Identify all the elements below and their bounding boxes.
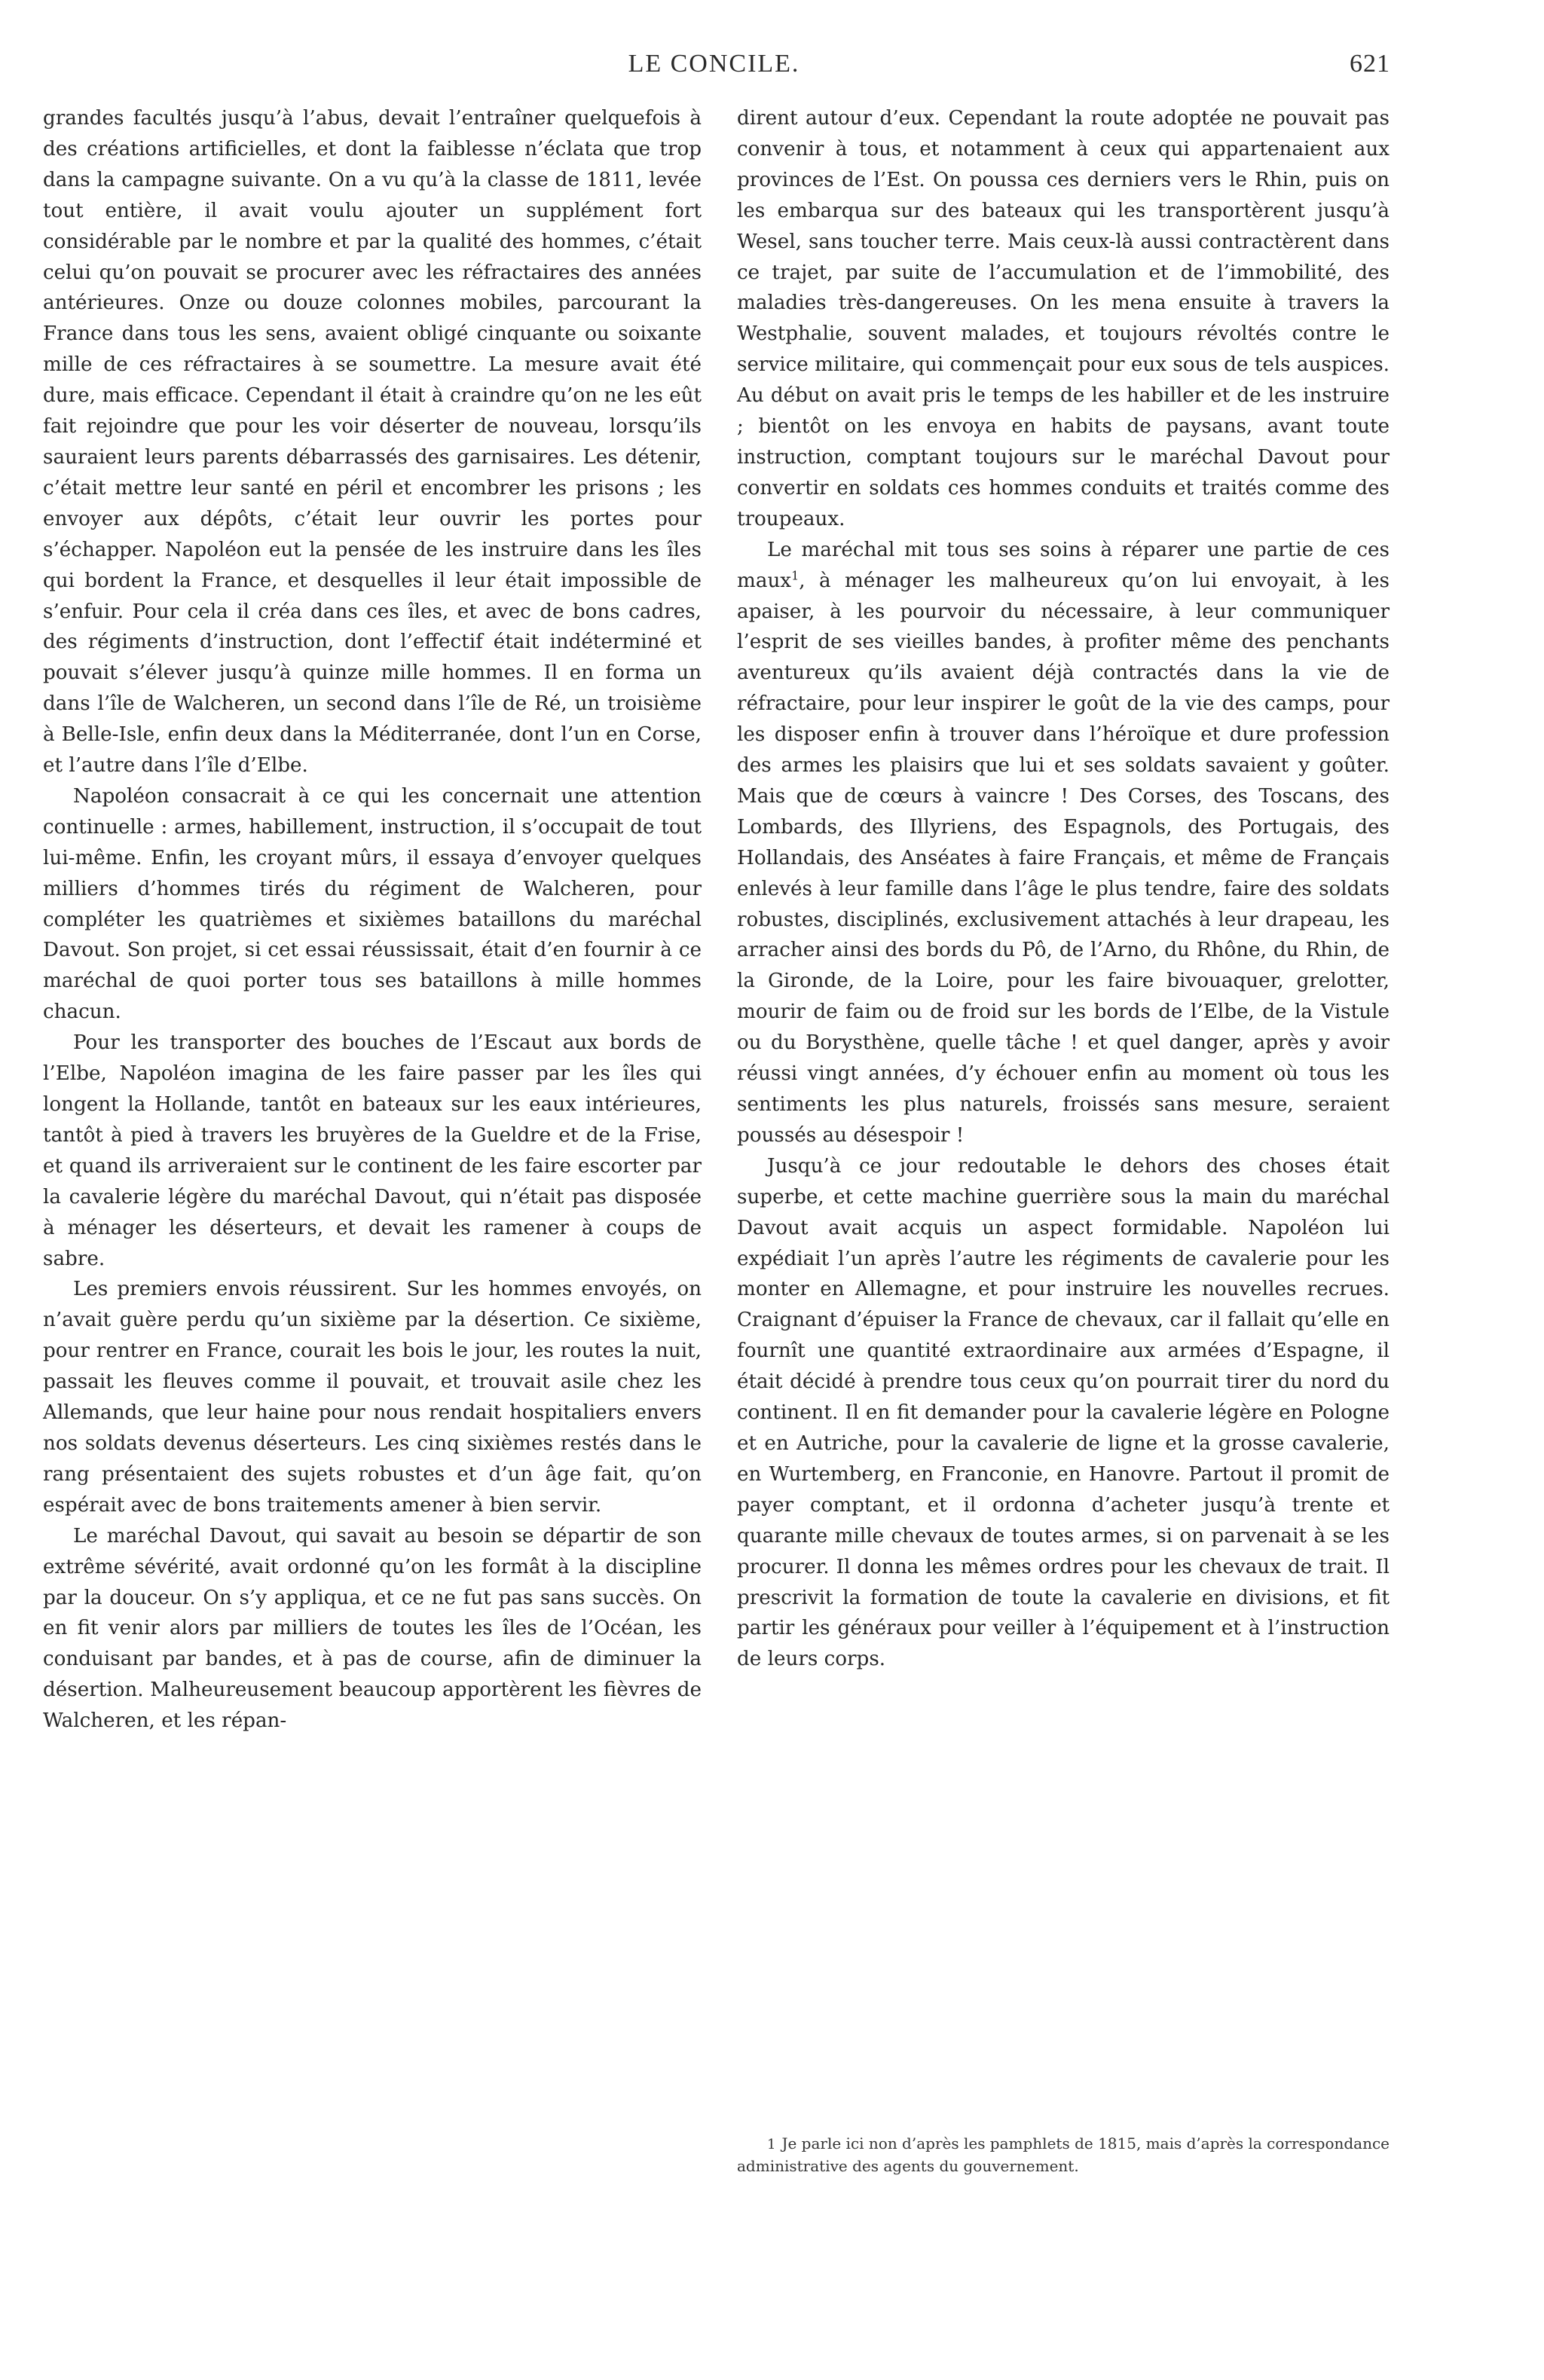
footnote-reference[interactable]: 1	[791, 567, 800, 582]
page-number: 621	[1350, 50, 1390, 78]
paragraph: Jusqu’à ce jour redoutable le dehors des choses était superbe, et cette machine guerrière sous la main du maréchal Davout avait acquis un aspect formidable. Napoléon lui expédiait l’un après l’autre les régiments de cavalerie pour les monter en Allemagne, et pour instruire les nouvelles recrues. Craignant d’épuiser la France de chevaux, car il fallait qu’elle en fournît une quantité extraordinaire aux armées d’Espagne, il était décidé à prendre tous ceux qu’on pourrait tirer du nord du continent. Il en fit demander pour la cavalerie légère en Pologne et en Autriche, pour la cavalerie de ligne et la grosse cavalerie, en Wurtemberg, en Franconie, en Hanovre. Partout il promit de payer comptant, et il ordonna d’acheter jusqu’à trente et quarante mille chevaux de toutes armes, si on parvenait à se les procurer. Il donna les mêmes ordres pour les chevaux de trait. Il prescrivit la formation de toute la cavalerie en divisions, et fit partir les généraux pour veiller à l’équipement et à l’instruction de leurs corps.	[737, 1154, 1390, 1671]
paragraph-text: , à ménager les malheureux qu’on lui envoyait, à les apaiser, à les pourvoir du nécessaire, à leur communiquer l’esprit de ses vieilles bandes, à profiter même des penchants aventureux qu’ils avaient déjà contractés dans la vie de réfractaire, pour leur inspirer le goût de la vie des camps, pour les disposer enfin à trouver dans l’héroïque et dure profession des armes les plaisirs que lui et ses soldats savaient y goûter. Mais que de cœurs à vaincre ! Des Corses, des Toscans, des Lombards, des Illyriens, des Espagnols, des Portugais, des Hollandais, des Anséates à faire Français, et même de Français enlevés à leur famille dans l’âge le plus tendre, faire des soldats robustes, disciplinés, exclusivement attachés à leur drapeau, les arracher ainsi des bords du Pô, de l’Arno, du Rhône, du Rhin, de la Gironde, de la Loire, pour les faire bivouaquer, grelotter, mourir de faim ou de froid sur les bords de l’Elbe, de la Vistule ou du Borysthène, quelle tâche ! et quel danger, après y avoir réussi vingt années, d’y échouer enfin au moment où tous les sentiments les plus naturels, froissés sans mesure, seraient poussés au désespoir !	[737, 569, 1390, 1147]
paragraph: Les premiers envois réussirent. Sur les hommes envoyés, on n’avait guère perdu qu’un sixième par la désertion. Ce sixième, pour rentrer en France, courait les bois le jour, les routes la nuit, passait les fleuves comme il pouvait, et trouvait asile chez les Allemands, que leur haine pour nous rendait hospitaliers envers nos soldats devenus déserteurs. Les cinq sixièmes restés dans le rang présentaient des sujets robustes et d’un âge fait, qu’on espérait avec de bons traitements amener à bien servir.	[43, 1278, 702, 1517]
paragraph: Le maréchal Davout, qui savait au besoin se départir de son extrême sévérité, avait ordonné qu’on les formât à la discipline par la douceur. On s’y appliqua, et ce ne fut pas sans succès. On en fit venir alors par milliers de toutes les îles de l’Océan, les conduisant par bandes, et à pas de course, afin de diminuer la désertion. Malheureusement beaucoup apportèrent les fièvres de Walcheren, et les répan-	[43, 1524, 702, 1733]
paragraph: Pour les transporter des bouches de l’Escaut aux bords de l’Elbe, Napoléon imagina de les faire passer par les îles qui longent la Hollande, tantôt en bateaux sur les eaux intérieures, tantôt à pied à travers les bruyères de la Gueldre et de la Frise, et quand ils arriveraient sur le continent de les faire escorter par la cavalerie légère du maréchal Davout, qui n’était pas disposée à ménager les déserteurs, et devait les ramener à coups de sabre.	[43, 1031, 702, 1270]
footnote-mark: 1	[767, 2137, 776, 2152]
paragraph	[737, 535, 1390, 1151]
paragraph: dirent autour d’eux. Cependant la route adoptée ne pouvait pas convenir à tous, et notamment à ceux qui appartenaient aux provinces de l’Est. On poussa ces derniers vers le Rhin, puis on les embarqua sur des bateaux qui les transportèrent jusqu’à Wesel, sans toucher terre. Mais ceux-là aussi contractèrent dans ce trajet, par suite de l’accumulation et de l’immobilité, des maladies très-dangereuses. On les mena ensuite à travers la Westphalie, souvent malades, et toujours révoltés contre le service militaire, qui commençait pour eux sous de tels auspices. Au début on avait pris le temps de les habiller et de les instruire ; bientôt on les envoya en habits de paysans, avant toute instruction, comptant toujours sur le maréchal Davout pour convertir en soldats ces hommes conduits et traités comme des troupeaux.	[737, 107, 1390, 530]
right-column	[737, 103, 1390, 1675]
left-column	[43, 103, 702, 1737]
footnote	[737, 2133, 1390, 2177]
paragraph: grandes facultés jusqu’à l’abus, devait l’entraîner quelquefois à des créations artificielles, et dont la faiblesse n’éclata que trop dans la campagne suivante. On a vu qu’à la classe de 1811, levée tout entière, il avait voulu ajouter un supplément fort considérable par le nombre et par la qualité des hommes, c’était celui qu’on pouvait se procurer avec les réfractaires des années antérieures. Onze ou douze colonnes mobiles, parcourant la France dans tous les sens, avaient obligé cinquante ou soixante mille de ces réfractaires à se soumettre. La mesure avait été dure, mais efficace. Cependant il était à craindre qu’on ne les eût fait rejoindre que pour les voir déserter de nouveau, lorsqu’ils sauraient leurs parents débarrassés des garnisaires. Les détenir, c’était mettre leur santé en péril et encombrer les prisons ; les envoyer aux dépôts, c’était leur ouvrir les portes pour s’échapper. Napoléon eut la pensée de les instruire dans les îles qui bordent la France, et desquelles il leur était impossible de s’enfuir. Pour cela il créa dans ces îles, et avec de bons cadres, des régiments d’instruction, dont l’effectif était indéterminé et pouvait s’élever jusqu’à quinze mille hommes. Il en forma un dans l’île de Walcheren, un second dans l’île de Ré, un troisième à Belle-Isle, enfin deux dans la Méditerranée, dont l’un en Corse, et l’autre dans l’île d’Elbe.	[43, 107, 702, 778]
paragraph: Napoléon consacrait à ce qui les concernait une attention continuelle : armes, habillement, instruction, il s’occupait de tout lui-même. Enfin, les croyant mûrs, il essaya d’envoyer quelques milliers d’hommes tirés du régiment de Walcheren, pour compléter les quatrièmes et sixièmes bataillons du maréchal Davout. Son projet, si cet essai réussissait, était d’en fournir à ce maréchal de quoi porter tous ses bataillons à mille hommes chacun.	[43, 784, 702, 1024]
page-header	[38, 50, 1390, 95]
running-title: LE CONCILE.	[628, 50, 800, 78]
footnote-text: Je parle ici non d’après les pamphlets de 1815, mais d’après la correspondance administrative des agents du gouvernement.	[737, 2134, 1390, 2175]
paragraph-text: Le maréchal mit tous ses soins à réparer une partie de ces maux	[737, 538, 1390, 592]
